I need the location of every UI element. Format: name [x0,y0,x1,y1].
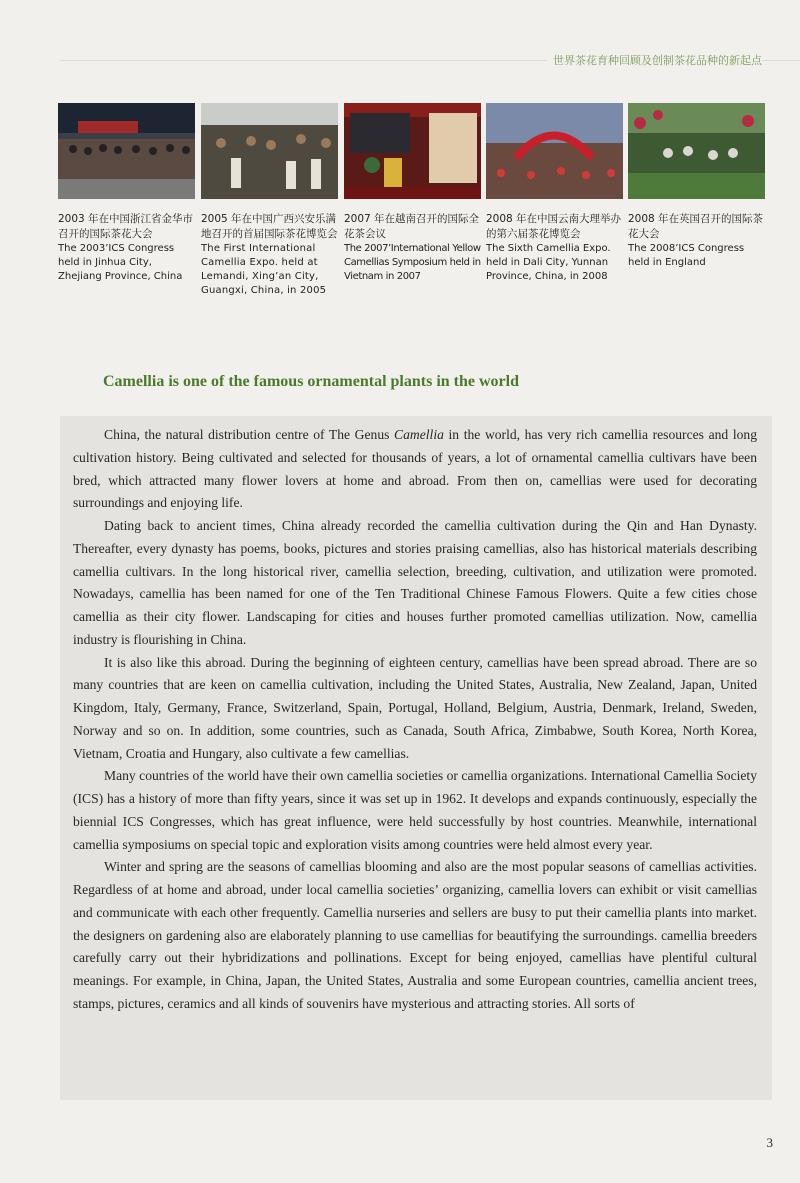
paragraph-text: in the world, has very rich camellia resources and long cultivation history. Being cultivated and selected for thousands of years, a lot of ornamental camellia cultivars have been bred, which attracted many flower lovers at home and abroad. From then on, camellias were used for decorating surroundings and enjoying life. [73,427,757,511]
photo-caption-english: The Sixth Camellia Expo. held in Dali City, Yunnan Province, China, in 2008 [486,243,611,282]
photo-item [344,103,484,284]
paragraph: Dating back to ancient times, China already recorded the camellia cultivation during the Qin and Han Dynasty. Thereafter, every dynasty has poems, books, pictures and stories praising camellias, also has historical materials describing camellia cultivars. In the long historical river, camellia selection, breeding, cultivation, and utilization were promoted. Nowadays, camellia has been named for one of the Ten Traditional Chinese Famous Flowers. Quite a few cities chose camellia as their city flower. Landscaping for cities and houses further promoted camellias utilization. Now, camellia industry is flourishing in China. [73,518,757,647]
symposium-photo [344,103,481,199]
running-header: 世界茶花育种回顾及创制茶花品种的新起点 [547,52,762,68]
paragraph [73,424,757,515]
photo-caption-english: The 2007’International Yellow Camellias Symposium held in Vietnam in 2007 [344,243,481,282]
photo-item [486,103,626,284]
paragraph: Winter and spring are the seasons of camellias blooming and also are the most popular seasons of camellias activities. Regardless of at home and abroad, under local camellia societies’ organizing, camellia lovers can exhibit or visit camellias and communicate with each other frequently. Camellia nurseries and sellers are busy to put their camellia plants into market. the designers on gardening also are elaborately planning to use camellias for beautifying the surroundings. camellia breeders carefully carry out their hybridizations and pollinations. Except for being enjoyed, camellias have plentiful cultural meanings. For example, in China, Japan, the United States, Australia and some European countries, camellia ancient trees, stamps, pictures, ceramics and all kinds of souvenirs have mysterious and attracting stories. All sorts of [73,859,757,1011]
photo-caption-chinese: 2008 年在中国云南大理举办的第六届茶花博览会 [486,213,622,240]
england-congress-photo [628,103,765,199]
paragraph: It is also like this abroad. During the beginning of eighteen century, camellias have been spread abroad. There are so many countries that are keen on camellia cultivation, including the United States, Australia, New Zealand, Japan, United Kingdom, Italy, Germany, France, Switzerland, Spain, Portugal, Holland, Belgium, Austria, Denmark, Ireland, Sweden, Norway and so on. In addition, some countries, such as Canada, South Africa, Zimbabwe, South Korea, North Korea, Vietnam, Croatia and Hungary, also cultivate a few camellias. [73,654,757,761]
photo-item [628,103,768,270]
congress-photo [58,103,195,199]
genus-name: Camellia [394,427,444,442]
section-title: Camellia is one of the famous ornamental plants in the world [103,373,519,390]
photo-item [201,103,341,298]
photo-caption-english: The 2003’ICS Congress held in Jinhua City, Zhejiang Province, China [58,243,183,282]
photo-item [58,103,198,284]
dali-expo-photo [486,103,623,199]
photo-caption-chinese: 2005 年在中国广西兴安乐满地召开的首届国际茶花博览会 [201,213,338,240]
photo-caption-chinese: 2003 年在中国浙江省金华市召开的国际茶花大会 [58,213,194,240]
body-text [73,424,757,1016]
photo-caption-chinese: 2008 年在英国召开的国际茶花大会 [628,213,764,240]
page-number: 3 [766,1135,773,1150]
expo-crowd-photo [201,103,338,199]
paragraph-text: China, the natural distribution centre of The Genus [104,427,395,442]
photo-caption-english: The 2008’ICS Congress held in England [628,243,745,268]
paragraph: Many countries of the world have their own camellia societies or camellia organizations. International Camellia Society (ICS) has a history of more than fifty years, since it was set up in 1962. It develops and expands continuously, especially the biennial ICS Congresses, which has great influence, were held successfully by host countries. Meanwhile, international camellia symposiums on special topic and exploration visits among countries were held almost every year. [73,768,757,852]
photo-caption-english: The First International Camellia Expo. held at Lemandi, Xing’an City, Guangxi, China, in 2005 [201,243,327,296]
photo-caption-chinese: 2007 年在越南召开的国际全花茶会议 [344,213,480,240]
photo-strip [58,103,768,313]
